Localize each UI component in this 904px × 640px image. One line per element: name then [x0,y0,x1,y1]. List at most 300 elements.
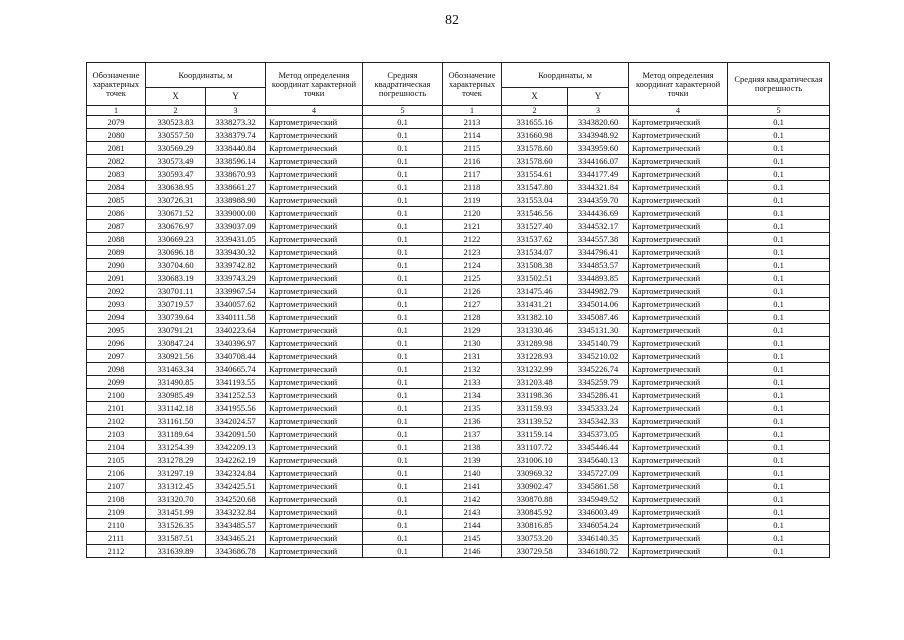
left-coord-x-cell: 331142.18 [146,402,206,415]
right-point-id-cell: 2116 [443,155,502,168]
right-method-cell: Картометрический [629,311,728,324]
left-error-cell: 0.1 [363,246,443,259]
right-coord-x-cell: 331546.56 [502,207,568,220]
left-method-cell: Картометрический [266,168,363,181]
left-point-id-cell: 2088 [87,233,146,246]
right-point-id-cell: 2131 [443,350,502,363]
right-error-cell: 0.1 [728,337,830,350]
left-coord-x-cell: 330726.31 [146,194,206,207]
left-error-cell: 0.1 [363,272,443,285]
right-error-cell: 0.1 [728,545,830,558]
table-row [87,246,830,259]
left-coord-x-cell: 331526.35 [146,519,206,532]
left-error-cell: 0.1 [363,402,443,415]
left-error-cell: 0.1 [363,337,443,350]
left-coord-x-cell: 330557.50 [146,129,206,142]
right-point-id-cell: 2145 [443,532,502,545]
left-method-cell: Картометрический [266,272,363,285]
left-coord-y-cell: 3340665.74 [206,363,266,376]
right-coord-y-cell: 3344853.57 [568,259,629,272]
left-error-cell: 0.1 [363,519,443,532]
right-point-id-cell: 2132 [443,363,502,376]
left-method-cell: Картометрический [266,480,363,493]
right-coord-y-cell: 3346003.49 [568,506,629,519]
right-point-id-cell: 2130 [443,337,502,350]
right-coord-x-cell: 331006.10 [502,454,568,467]
left-point-id-cell: 2104 [87,441,146,454]
left-coord-x-cell: 330985.49 [146,389,206,402]
left-method-cell: Картометрический [266,246,363,259]
right-method-cell: Картометрический [629,207,728,220]
right-method-cell: Картометрический [629,545,728,558]
right-error-cell: 0.1 [728,220,830,233]
left-coord-y-cell: 3339430.32 [206,246,266,259]
left-method-cell: Картометрический [266,207,363,220]
right-error-cell: 0.1 [728,402,830,415]
left-point-id-cell: 2082 [87,155,146,168]
right-coord-x-cell: 330729.58 [502,545,568,558]
left-coord-x-cell: 330676.97 [146,220,206,233]
left-coord-y-cell: 3341955.56 [206,402,266,415]
right-method-cell: Картометрический [629,493,728,506]
left-method-cell: Картометрический [266,415,363,428]
right-method-cell: Картометрический [629,259,728,272]
left-error-cell: 0.1 [363,142,443,155]
left-coord-y-cell: 3338273.32 [206,116,266,129]
right-coord-x-cell: 331527.40 [502,220,568,233]
header-coords-right: Координаты, м [502,63,629,88]
left-coord-y-cell: 3342024.57 [206,415,266,428]
right-error-cell: 0.1 [728,142,830,155]
left-coord-y-cell: 3340396.97 [206,337,266,350]
right-method-cell: Картометрический [629,389,728,402]
left-error-cell: 0.1 [363,441,443,454]
right-method-cell: Картометрический [629,194,728,207]
right-coord-y-cell: 3344436.69 [568,207,629,220]
right-point-id-cell: 2113 [443,116,502,129]
left-coord-y-cell: 3340708.44 [206,350,266,363]
right-error-cell: 0.1 [728,467,830,480]
left-coord-y-cell: 3338670.93 [206,168,266,181]
left-coord-x-cell: 331587.51 [146,532,206,545]
left-coord-x-cell: 330669.23 [146,233,206,246]
left-error-cell: 0.1 [363,194,443,207]
right-coord-y-cell: 3343820.60 [568,116,629,129]
table-row [87,415,830,428]
left-coord-y-cell: 3339967.54 [206,285,266,298]
column-number: 1 [87,106,146,116]
left-error-cell: 0.1 [363,233,443,246]
right-coord-y-cell: 3345727.09 [568,467,629,480]
right-coord-x-cell: 331475.46 [502,285,568,298]
table-row [87,311,830,324]
right-point-id-cell: 2125 [443,272,502,285]
left-coord-y-cell: 3341193.55 [206,376,266,389]
table-row [87,454,830,467]
left-coord-x-cell: 331639.89 [146,545,206,558]
right-method-cell: Картометрический [629,142,728,155]
right-method-cell: Картометрический [629,402,728,415]
right-coord-y-cell: 3344166.07 [568,155,629,168]
column-number: 4 [629,106,728,116]
right-error-cell: 0.1 [728,233,830,246]
left-error-cell: 0.1 [363,506,443,519]
left-method-cell: Картометрический [266,493,363,506]
right-coord-y-cell: 3345131.30 [568,324,629,337]
right-method-cell: Картометрический [629,324,728,337]
left-point-id-cell: 2081 [87,142,146,155]
right-error-cell: 0.1 [728,480,830,493]
right-coord-y-cell: 3345226.74 [568,363,629,376]
right-point-id-cell: 2135 [443,402,502,415]
right-error-cell: 0.1 [728,350,830,363]
left-coord-y-cell: 3338440.84 [206,142,266,155]
right-coord-y-cell: 3345861.58 [568,480,629,493]
right-coord-x-cell: 331578.60 [502,142,568,155]
table-row [87,480,830,493]
left-point-id-cell: 2099 [87,376,146,389]
left-coord-y-cell: 3338988.90 [206,194,266,207]
left-coord-y-cell: 3342425.51 [206,480,266,493]
right-error-cell: 0.1 [728,285,830,298]
right-error-cell: 0.1 [728,155,830,168]
right-coord-x-cell: 330902.47 [502,480,568,493]
right-method-cell: Картометрический [629,129,728,142]
right-point-id-cell: 2133 [443,376,502,389]
left-method-cell: Картометрический [266,116,363,129]
right-error-cell: 0.1 [728,272,830,285]
right-coord-y-cell: 3343948.92 [568,129,629,142]
left-point-id-cell: 2089 [87,246,146,259]
table-row [87,506,830,519]
right-point-id-cell: 2114 [443,129,502,142]
left-point-id-cell: 2110 [87,519,146,532]
table-row [87,532,830,545]
right-coord-x-cell: 331203.48 [502,376,568,389]
left-point-id-cell: 2090 [87,259,146,272]
left-coord-y-cell: 3338596.14 [206,155,266,168]
right-point-id-cell: 2140 [443,467,502,480]
left-error-cell: 0.1 [363,545,443,558]
left-method-cell: Картометрический [266,142,363,155]
right-coord-x-cell: 331547.80 [502,181,568,194]
right-coord-y-cell: 3343959.60 [568,142,629,155]
left-point-id-cell: 2109 [87,506,146,519]
left-method-cell: Картометрический [266,532,363,545]
header-coords-left: Координаты, м [146,63,266,88]
left-error-cell: 0.1 [363,116,443,129]
right-coord-x-cell: 330753.20 [502,532,568,545]
table-row [87,298,830,311]
right-point-id-cell: 2119 [443,194,502,207]
table-row [87,220,830,233]
left-coord-x-cell: 331161.50 [146,415,206,428]
left-method-cell: Картометрический [266,454,363,467]
right-method-cell: Картометрический [629,272,728,285]
header-y-right: Y [568,88,629,106]
right-coord-y-cell: 3344982.79 [568,285,629,298]
right-point-id-cell: 2117 [443,168,502,181]
left-method-cell: Картометрический [266,324,363,337]
header-x-left: X [146,88,206,106]
right-method-cell: Картометрический [629,246,728,259]
header-error-left: Средняя квадратическая погрешность [363,63,443,106]
right-point-id-cell: 2123 [443,246,502,259]
left-point-id-cell: 2098 [87,363,146,376]
right-error-cell: 0.1 [728,363,830,376]
right-point-id-cell: 2126 [443,285,502,298]
right-coord-y-cell: 3346140.35 [568,532,629,545]
right-coord-y-cell: 3344321.84 [568,181,629,194]
right-coord-y-cell: 3345210.02 [568,350,629,363]
right-method-cell: Картометрический [629,220,728,233]
header-method-right: Метод определения координат характерной точки [629,63,728,106]
right-coord-y-cell: 3344893.85 [568,272,629,285]
table-row [87,181,830,194]
left-coord-x-cell: 330569.29 [146,142,206,155]
left-error-cell: 0.1 [363,168,443,181]
right-method-cell: Картометрический [629,116,728,129]
table-row [87,402,830,415]
left-coord-x-cell: 330683.19 [146,272,206,285]
right-coord-x-cell: 331382.10 [502,311,568,324]
left-coord-y-cell: 3339431.05 [206,233,266,246]
right-method-cell: Картометрический [629,519,728,532]
right-method-cell: Картометрический [629,467,728,480]
left-point-id-cell: 2095 [87,324,146,337]
left-error-cell: 0.1 [363,428,443,441]
table-row [87,207,830,220]
left-coord-x-cell: 330671.52 [146,207,206,220]
left-point-id-cell: 2083 [87,168,146,181]
left-error-cell: 0.1 [363,285,443,298]
left-point-id-cell: 2103 [87,428,146,441]
left-coord-x-cell: 330573.49 [146,155,206,168]
right-error-cell: 0.1 [728,415,830,428]
right-point-id-cell: 2121 [443,220,502,233]
left-coord-x-cell: 331189.64 [146,428,206,441]
right-coord-x-cell: 331289.98 [502,337,568,350]
left-coord-y-cell: 3339743.29 [206,272,266,285]
left-error-cell: 0.1 [363,311,443,324]
right-point-id-cell: 2122 [443,233,502,246]
right-point-id-cell: 2120 [443,207,502,220]
right-method-cell: Картометрический [629,415,728,428]
table-row [87,441,830,454]
left-method-cell: Картометрический [266,402,363,415]
left-coord-x-cell: 330719.57 [146,298,206,311]
right-method-cell: Картометрический [629,363,728,376]
left-error-cell: 0.1 [363,480,443,493]
left-coord-y-cell: 3342324.84 [206,467,266,480]
left-point-id-cell: 2105 [87,454,146,467]
right-coord-x-cell: 331554.61 [502,168,568,181]
right-method-cell: Картометрический [629,350,728,363]
right-error-cell: 0.1 [728,116,830,129]
right-error-cell: 0.1 [728,506,830,519]
table-row [87,142,830,155]
column-number: 4 [266,106,363,116]
right-point-id-cell: 2142 [443,493,502,506]
right-coord-y-cell: 3345140.79 [568,337,629,350]
column-number: 3 [206,106,266,116]
right-method-cell: Картометрический [629,480,728,493]
right-coord-y-cell: 3345446.44 [568,441,629,454]
left-point-id-cell: 2087 [87,220,146,233]
right-coord-y-cell: 3344359.70 [568,194,629,207]
left-error-cell: 0.1 [363,376,443,389]
right-error-cell: 0.1 [728,441,830,454]
left-coord-x-cell: 331490.85 [146,376,206,389]
right-method-cell: Картометрический [629,532,728,545]
table-row [87,324,830,337]
left-coord-x-cell: 330791.21 [146,324,206,337]
left-coord-x-cell: 330696.18 [146,246,206,259]
left-point-id-cell: 2106 [87,467,146,480]
right-coord-x-cell: 331198.36 [502,389,568,402]
left-point-id-cell: 2086 [87,207,146,220]
header-error-right: Средняя квадратическая погрешность [728,63,830,106]
header-point-right: Обозначение характерных точек [443,63,502,106]
table-row [87,350,830,363]
left-method-cell: Картометрический [266,259,363,272]
left-coord-y-cell: 3343232.84 [206,506,266,519]
right-coord-x-cell: 331431.21 [502,298,568,311]
table-row [87,519,830,532]
column-number: 2 [502,106,568,116]
right-error-cell: 0.1 [728,311,830,324]
left-coord-x-cell: 331278.29 [146,454,206,467]
right-point-id-cell: 2134 [443,389,502,402]
right-coord-y-cell: 3345333.24 [568,402,629,415]
right-method-cell: Картометрический [629,155,728,168]
right-method-cell: Картометрический [629,298,728,311]
left-coord-y-cell: 3343686.78 [206,545,266,558]
column-number: 3 [568,106,629,116]
right-coord-x-cell: 331660.98 [502,129,568,142]
table-row [87,194,830,207]
coordinates-table [86,62,830,558]
left-point-id-cell: 2097 [87,350,146,363]
right-method-cell: Картометрический [629,441,728,454]
column-number: 5 [728,106,830,116]
right-coord-y-cell: 3345259.79 [568,376,629,389]
right-point-id-cell: 2138 [443,441,502,454]
table-row [87,168,830,181]
right-coord-x-cell: 331508.38 [502,259,568,272]
left-coord-y-cell: 3338661.27 [206,181,266,194]
left-method-cell: Картометрический [266,337,363,350]
left-error-cell: 0.1 [363,129,443,142]
left-error-cell: 0.1 [363,389,443,402]
left-method-cell: Картометрический [266,376,363,389]
left-method-cell: Картометрический [266,363,363,376]
left-coord-x-cell: 330701.11 [146,285,206,298]
right-error-cell: 0.1 [728,389,830,402]
left-point-id-cell: 2101 [87,402,146,415]
right-method-cell: Картометрический [629,506,728,519]
left-coord-x-cell: 330739.64 [146,311,206,324]
right-error-cell: 0.1 [728,259,830,272]
table-row [87,337,830,350]
left-point-id-cell: 2094 [87,311,146,324]
left-error-cell: 0.1 [363,532,443,545]
right-coord-y-cell: 3345640.13 [568,454,629,467]
left-error-cell: 0.1 [363,363,443,376]
column-number-row [87,106,830,116]
right-error-cell: 0.1 [728,246,830,259]
right-coord-y-cell: 3345014.06 [568,298,629,311]
table-row [87,155,830,168]
left-method-cell: Картометрический [266,233,363,246]
table-row [87,493,830,506]
left-coord-x-cell: 330847.24 [146,337,206,350]
header-x-right: X [502,88,568,106]
right-coord-x-cell: 331534.07 [502,246,568,259]
left-method-cell: Картометрический [266,519,363,532]
right-coord-x-cell: 331159.93 [502,402,568,415]
left-point-id-cell: 2092 [87,285,146,298]
right-coord-x-cell: 331330.46 [502,324,568,337]
left-error-cell: 0.1 [363,350,443,363]
right-coord-y-cell: 3344177.49 [568,168,629,181]
header-row [87,63,830,88]
right-coord-x-cell: 331228.93 [502,350,568,363]
left-point-id-cell: 2108 [87,493,146,506]
right-error-cell: 0.1 [728,324,830,337]
right-point-id-cell: 2115 [443,142,502,155]
left-point-id-cell: 2096 [87,337,146,350]
right-coord-x-cell: 330969.32 [502,467,568,480]
right-coord-x-cell: 331655.16 [502,116,568,129]
right-error-cell: 0.1 [728,194,830,207]
table-row [87,363,830,376]
header-y-left: Y [206,88,266,106]
left-coord-x-cell: 330638.95 [146,181,206,194]
left-method-cell: Картометрический [266,389,363,402]
left-error-cell: 0.1 [363,415,443,428]
header-point-left: Обозначение характерных точек [87,63,146,106]
right-error-cell: 0.1 [728,493,830,506]
left-method-cell: Картометрический [266,155,363,168]
left-coord-y-cell: 3339037.09 [206,220,266,233]
left-method-cell: Картометрический [266,545,363,558]
right-coord-x-cell: 331578.60 [502,155,568,168]
table-row [87,259,830,272]
left-method-cell: Картометрический [266,181,363,194]
right-method-cell: Картометрический [629,376,728,389]
column-number: 2 [146,106,206,116]
left-coord-y-cell: 3342091.50 [206,428,266,441]
left-coord-y-cell: 3341252.53 [206,389,266,402]
left-coord-y-cell: 3342520.68 [206,493,266,506]
left-error-cell: 0.1 [363,467,443,480]
left-error-cell: 0.1 [363,454,443,467]
right-error-cell: 0.1 [728,298,830,311]
left-point-id-cell: 2093 [87,298,146,311]
right-error-cell: 0.1 [728,129,830,142]
left-point-id-cell: 2100 [87,389,146,402]
table-row [87,129,830,142]
right-error-cell: 0.1 [728,207,830,220]
left-method-cell: Картометрический [266,220,363,233]
table-row [87,428,830,441]
left-error-cell: 0.1 [363,493,443,506]
right-method-cell: Картометрический [629,428,728,441]
right-coord-y-cell: 3344532.17 [568,220,629,233]
table-row [87,285,830,298]
right-coord-y-cell: 3345949.52 [568,493,629,506]
